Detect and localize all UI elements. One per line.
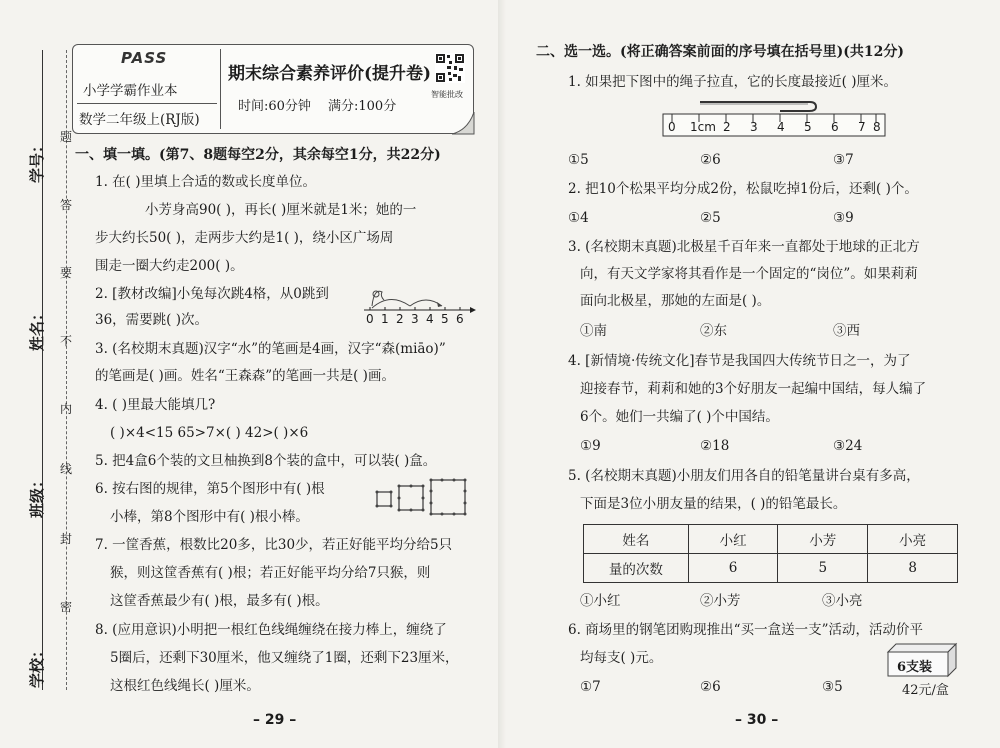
pass-logo: PASS [121,49,168,67]
seal-char: 密 [60,600,73,614]
question-text: 小棒，第8个图形中有( )根小棒。 [110,509,309,525]
seal-char: 线 [60,462,73,476]
option: ③小亮 [822,593,863,609]
option: ③9 [833,210,854,226]
question-text: 36，需要跳( )次。 [95,312,209,328]
tick-label: 6 [831,120,839,134]
question-text: 这筐香蕉最少有( )根，最多有( )根。 [110,593,329,609]
stick-pattern-figure [375,478,485,522]
question-text: 小芳身高90( )，再长( )厘米就是1米；她的一 [145,202,417,218]
section-title-fill: 一、填一填。(第7、8题每空2分，其余每空1分，共22分) [75,147,441,163]
cut-line [66,50,67,690]
divider [77,103,217,104]
question-1: 1. 如果把下图中的绳子拉直，它的长度最接近( )厘米。 [568,74,897,90]
tick-label: 1 [381,312,389,326]
table-row [584,554,958,583]
student-id-label: 学号： [28,137,47,184]
option: ①小红 [580,593,621,609]
question-7: 7. 一筐香蕉，根数比20多，比30少，若正好能平均分给5只 [95,537,453,553]
class-label: 班级： [28,472,47,519]
option: ①7 [580,679,601,695]
exam-score: 满分:100分 [328,99,397,114]
question-text: 这根红色线绳长( )厘米。 [110,678,260,694]
question-1: 1. 在( )里填上合适的数或长度单位。 [95,174,316,190]
question-text: 面向北极星，那她的左面是( )。 [580,293,771,309]
tick-label: 6 [456,312,464,326]
question-text: ( )×4<15 65>7×( ) 42>( )×6 [110,425,309,441]
tick-label: 5 [441,312,449,326]
page-number-right: – 30 – [735,712,779,728]
pencil-measure-table [583,524,958,583]
tick-label: 0 [366,312,374,326]
qr-caption: 智能批改 [431,90,463,99]
question-3: 3. (名校期末真题)汉字“水”的笔画是4画，汉字“森(miāo)” [95,341,446,357]
tick-label: 7 [858,120,866,134]
option: ②6 [700,679,721,695]
question-text: 下面是3位小朋友量的结果，( )的铅笔最长。 [580,496,847,512]
tick-label: 8 [873,120,881,134]
box-label: 6支装 [897,660,933,675]
question-text: 向，有天文学家将其看作是一个固定的“岗位”。如果莉莉 [580,266,918,282]
table-header: 小芳 [778,525,868,554]
question-3: 3. (名校期末真题)北极星千百年来一直都处于地球的正北方 [568,239,920,255]
seal-char: 答 [60,198,73,212]
question-8: 8. (应用意识)小明把一根红色线绳缠绕在接力棒上，缠绕了 [95,622,447,638]
seal-char: 要 [60,266,73,280]
divider [220,49,221,129]
tick-label: 3 [750,120,758,134]
option: ①5 [568,152,589,168]
question-text: 6个。她们一共编了( )个中国结。 [580,409,779,425]
option: ③西 [833,323,860,339]
page-curl-icon [452,112,476,136]
subject-label: 数学二年级上(RJ版) [79,112,200,128]
tick-label: 5 [804,120,812,134]
option: ②小芳 [700,593,741,609]
option: ③7 [833,152,854,168]
question-2: 2. [教材改编]小兔每次跳4格，从0跳到 [95,286,329,302]
question-text: 围走一圈大约走200( )。 [95,258,244,274]
tick-label: 4 [777,120,785,134]
question-text: 的笔画是( )画。姓名“王森森”的笔画一共是( )画。 [95,368,395,384]
tick-label: 0 [668,120,676,134]
option: ②6 [700,152,721,168]
exam-time: 时间:60分钟 [238,99,311,114]
table-cell: 5 [778,554,868,583]
book-spine [498,0,506,748]
exam-header [72,44,474,134]
tick-label: 4 [426,312,434,326]
table-cell: 6 [688,554,778,583]
seal-char: 不 [60,334,73,348]
table-cell: 8 [868,554,958,583]
table-header: 小亮 [868,525,958,554]
question-4: 4. ( )里最大能填几? [95,397,216,413]
option: ①南 [580,323,607,339]
question-text: 步大约长50( )，走两步大约是1( )，绕小区广场周 [95,230,394,246]
exam-title: 期末综合素养评价(提升卷) [228,64,432,84]
tick-label: 1cm [690,120,716,134]
question-6: 6. 商场里的钢笔团购现推出“买一盒送一支”活动，活动价平 [568,622,923,638]
tick-label: 3 [411,312,419,326]
question-2: 2. 把10个松果平均分成2份，松鼠吃掉1份后，还剩( )个。 [568,181,918,197]
seal-char: 内 [60,402,73,416]
option: ②5 [700,210,721,226]
option: ①9 [580,438,601,454]
table-header: 姓名 [584,525,689,554]
question-text: 均每支( )元。 [580,650,663,666]
seal-char: 封 [60,532,73,546]
page-number-left: – 29 – [253,712,297,728]
option: ③24 [833,438,863,454]
table-header: 小红 [688,525,778,554]
question-5: 5. 把4盒6个装的文旦柚换到8个装的盒中，可以装( )盒。 [95,453,437,469]
option: ③5 [822,679,843,695]
rabbit-icon [373,291,379,297]
tick-label: 2 [723,120,731,134]
price-label: 42元/盒 [902,683,949,698]
question-text: 迎接春节，莉莉和她的3个好朋友一起编中国结，每人编了 [580,381,927,397]
rope [700,102,816,111]
name-label: 姓名： [28,305,47,352]
question-5: 5. (名校期末真题)小朋友们用各自的铅笔量讲台桌有多高， [568,468,920,484]
school-label: 学校： [28,642,47,689]
question-4: 4. [新情境·传统文化]春节是我国四大传统节日之一，为了 [568,353,911,369]
option: ②18 [700,438,730,454]
tick-label: 2 [396,312,404,326]
qr-code-icon [435,53,465,83]
option: ①4 [568,210,589,226]
table-row-label: 量的次数 [584,554,689,583]
question-text: 猴，则这筐香蕉有( )根；若正好能平均分给7只猴，则 [110,565,431,581]
seal-char: 题 [60,130,73,144]
brand-name: 小学学霸作业本 [83,83,178,99]
section-title-choose: 二、选一选。(将正确答案前面的序号填在括号里)(共12分) [536,44,904,60]
question-text: 5圈后，还剩下30厘米，他又缠绕了1圈，还剩下23厘米， [110,650,459,666]
table-row [584,525,958,554]
question-6: 6. 按右图的规律，第5个图形中有( )根 [95,481,325,497]
option: ②东 [700,323,727,339]
